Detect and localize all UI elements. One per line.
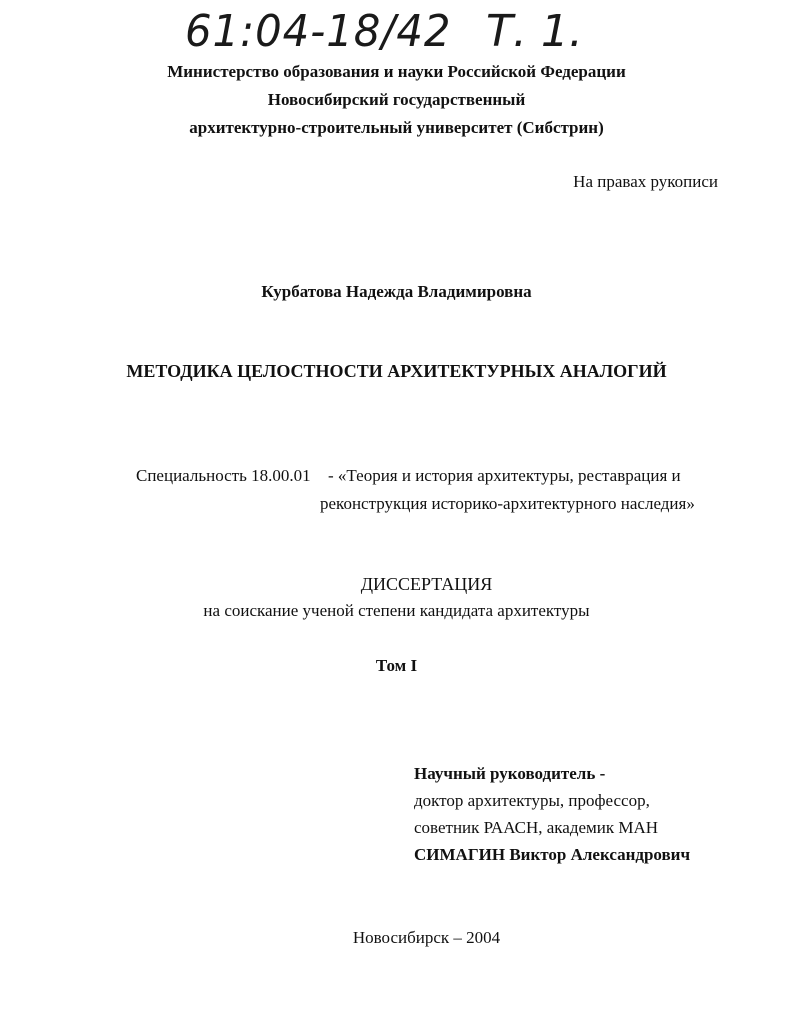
document-type: ДИССЕРТАЦИЯ bbox=[360, 574, 493, 594]
supervisor-name: СИМАГИН Виктор Александрович bbox=[414, 845, 691, 864]
university-name-line2: архитектурно-строительный университет (Сибстрин) bbox=[189, 118, 604, 137]
handwritten-volume-mark: Т. 1. bbox=[486, 6, 583, 57]
specialty-name-line2: реконструкция историко-архитектурного наследия» bbox=[320, 494, 695, 513]
supervisor-heading: Научный руководитель - bbox=[414, 764, 606, 783]
specialty-label: Специальность 18.00.01 bbox=[136, 466, 311, 485]
place-and-year: Новосибирск – 2004 bbox=[352, 928, 501, 947]
dissertation-title: МЕТОДИКА ЦЕЛОСТНОСТИ АРХИТЕКТУРНЫХ АНАЛОГИЙ bbox=[126, 361, 667, 381]
ministry-name: Министерство образования и науки Российской Федерации bbox=[167, 62, 626, 81]
rights-note: На правах рукописи bbox=[573, 172, 718, 191]
specialty-name-line1: - «Теория и история архитектуры, реставрация и bbox=[328, 466, 681, 485]
volume-label: Том I bbox=[375, 656, 418, 675]
university-name-line1: Новосибирский государственный bbox=[267, 90, 526, 109]
degree-statement: на соискание ученой степени кандидата архитектуры bbox=[203, 601, 590, 620]
author-name: Курбатова Надежда Владимировна bbox=[261, 282, 532, 301]
supervisor-title-line1: доктор архитектуры, профессор, bbox=[414, 791, 650, 810]
handwritten-registry-code: 61:04-18/42 bbox=[185, 6, 452, 57]
supervisor-title-line2: советник РААСН, академик МАН bbox=[414, 818, 659, 837]
